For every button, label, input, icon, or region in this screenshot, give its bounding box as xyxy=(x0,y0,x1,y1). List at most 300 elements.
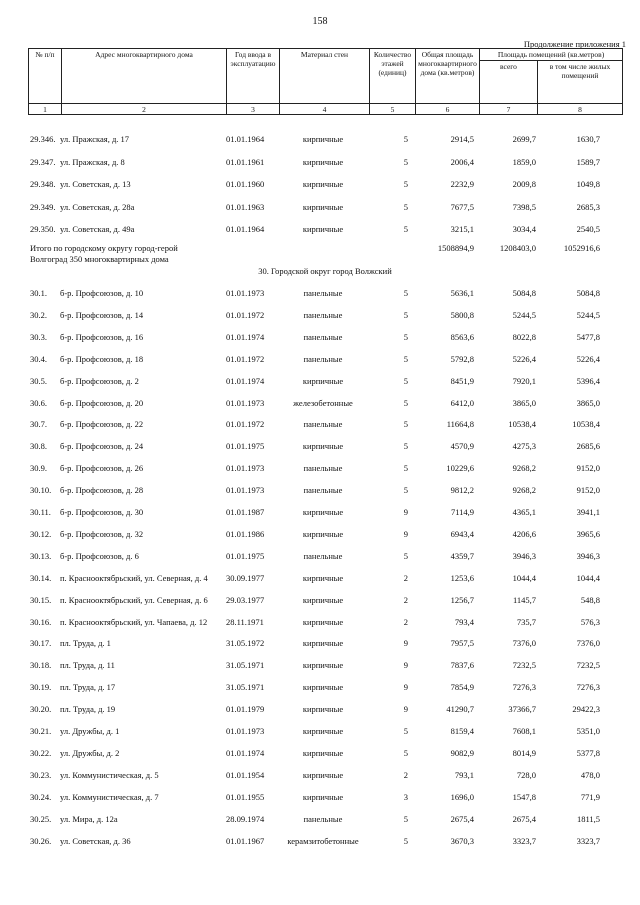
table-row xyxy=(28,398,622,410)
cell-premises-total: 4206,6 xyxy=(512,528,536,539)
cell-total-area: 8451,9 xyxy=(450,375,474,386)
cell-year: 01.01.1987 xyxy=(226,507,265,517)
cell-premises-residential: 1811,5 xyxy=(576,813,600,824)
cell-floors: 5 xyxy=(403,726,408,736)
cell-year: 01.01.1974 xyxy=(226,331,265,342)
cell-floors: 5 xyxy=(403,224,408,234)
table-row xyxy=(28,814,622,826)
cell-total-area: 2675,4 xyxy=(450,813,474,824)
cell-number: 30.19. xyxy=(30,682,52,693)
cell-wall-material: кирпичные xyxy=(302,375,344,386)
cell-address: пл. Труда, д. 17 xyxy=(60,682,116,693)
cell-premises-residential: 1630,7 xyxy=(576,134,600,144)
cell-total-area: 7957,5 xyxy=(450,638,474,649)
cell-premises-residential: 2685,3 xyxy=(576,201,600,212)
cell-premises-residential: 5244,5 xyxy=(576,309,600,320)
cell-year: 28.11.1971 xyxy=(226,616,264,627)
cell-number: 30.2. xyxy=(30,309,47,320)
cell-wall-material: панельные xyxy=(303,463,343,474)
cell-address: ул. Пражская, д. 17 xyxy=(60,134,130,144)
cell-year: 01.01.1975 xyxy=(226,550,265,561)
cell-year: 30.09.1977 xyxy=(226,572,265,583)
cell-premises-residential: 771,9 xyxy=(580,791,600,802)
table-row xyxy=(28,792,622,804)
cell-wall-material: кирпичные xyxy=(302,682,344,693)
cell-wall-material: кирпичные xyxy=(302,572,344,583)
cell-premises-residential: 576,3 xyxy=(580,616,600,627)
cell-number: 30.17. xyxy=(30,638,52,649)
cell-premises-total: 3865,0 xyxy=(512,397,536,408)
cell-premises-residential: 5351,0 xyxy=(576,726,600,736)
table-row xyxy=(28,310,622,322)
cell-address: ул. Советская, д. 49а xyxy=(60,224,135,234)
cell-year: 31.05.1971 xyxy=(226,660,265,671)
cell-year: 01.01.1954 xyxy=(226,769,265,780)
cell-year: 01.01.1963 xyxy=(226,201,265,212)
cell-wall-material: кирпичные xyxy=(302,594,344,605)
cell-year: 01.01.1964 xyxy=(226,224,265,234)
cell-address: б-р. Профсоюзов, д. 6 xyxy=(60,550,139,561)
cell-premises-total: 1044,4 xyxy=(512,572,536,583)
cell-floors: 5 xyxy=(403,441,408,452)
cell-total-area: 2232,9 xyxy=(450,179,474,189)
cell-wall-material: панельные xyxy=(303,813,343,824)
cell-wall-material: кирпичные xyxy=(302,638,344,649)
cell-wall-material: кирпичные xyxy=(302,769,344,780)
cell-total-area: 1256,7 xyxy=(450,594,474,605)
cell-number: 30.26. xyxy=(30,835,52,846)
cell-address: ул. Советская, д. 28а xyxy=(60,201,135,212)
cell-address: ул. Советская, д. 36 xyxy=(60,835,131,846)
table-row xyxy=(28,134,622,146)
cell-number: 30.1. xyxy=(30,288,47,298)
cell-premises-residential: 2685,6 xyxy=(576,441,600,452)
header-premises-residential: в том числе жилых помещений xyxy=(538,61,623,104)
cell-premises-residential: 5396,4 xyxy=(576,375,600,386)
cell-number: 30.7. xyxy=(30,419,47,430)
total-label: Итого по городскому округу город-герой Волгоград 350 многоквартирных дома xyxy=(30,243,178,264)
cell-total-area: 2006,4 xyxy=(450,156,474,167)
cell-premises-total: 4275,3 xyxy=(512,441,536,452)
cell-premises-total: 7920,1 xyxy=(512,375,536,386)
cell-floors: 5 xyxy=(403,485,408,496)
cell-address: б-р. Профсоюзов, д. 24 xyxy=(60,441,144,452)
cell-wall-material: керамзитобетонные xyxy=(287,835,359,846)
cell-wall-material: кирпичные xyxy=(302,616,344,627)
table-row xyxy=(28,288,622,300)
total-area-sum: 1508894,9 xyxy=(437,243,474,253)
cell-total-area: 7114,9 xyxy=(450,507,474,517)
cell-total-area: 6412,0 xyxy=(450,397,474,408)
column-number: 4 xyxy=(280,104,370,115)
cell-floors: 5 xyxy=(403,331,408,342)
cell-floors: 3 xyxy=(403,791,408,802)
cell-wall-material: панельные xyxy=(303,331,343,342)
cell-premises-total: 4365,1 xyxy=(512,507,536,517)
cell-year: 01.01.1961 xyxy=(226,156,265,167)
cell-floors: 5 xyxy=(403,156,408,167)
cell-premises-residential: 9152,0 xyxy=(576,463,600,474)
cell-number: 29.349. xyxy=(30,201,56,212)
cell-wall-material: кирпичные xyxy=(302,224,344,234)
cell-premises-total: 7398,5 xyxy=(512,201,536,212)
cell-address: ул. Мира, д. 12а xyxy=(60,813,118,824)
cell-premises-total: 7376,0 xyxy=(512,638,536,649)
cell-premises-total: 3323,7 xyxy=(512,835,536,846)
cell-year: 01.01.1972 xyxy=(226,309,265,320)
cell-premises-residential: 10538,4 xyxy=(572,419,600,430)
cell-floors: 5 xyxy=(403,288,408,298)
cell-year: 01.01.1955 xyxy=(226,791,265,802)
cell-total-area: 5792,8 xyxy=(450,353,474,364)
table-row xyxy=(28,202,622,214)
cell-premises-total: 8022,8 xyxy=(512,331,536,342)
cell-premises-residential: 2540,5 xyxy=(576,224,600,234)
table-row xyxy=(28,595,622,607)
cell-premises-total: 2699,7 xyxy=(512,134,536,144)
cell-year: 01.01.1975 xyxy=(226,441,265,452)
premises-residential-sum: 1052916,6 xyxy=(563,243,600,253)
cell-year: 01.01.1986 xyxy=(226,528,265,539)
cell-premises-residential: 7232,5 xyxy=(576,660,600,671)
cell-total-area: 11664,8 xyxy=(446,419,474,430)
cell-number: 30.9. xyxy=(30,463,47,474)
table-row xyxy=(28,485,622,497)
table-row xyxy=(28,224,622,236)
cell-premises-residential: 5477,8 xyxy=(576,331,600,342)
cell-premises-total: 9268,2 xyxy=(512,463,536,474)
cell-premises-total: 10538,4 xyxy=(508,419,536,430)
header-floors: Количество этажей (единиц) xyxy=(370,49,416,104)
column-number: 8 xyxy=(538,104,623,115)
cell-year: 01.01.1972 xyxy=(226,419,265,430)
cell-premises-residential: 1049,8 xyxy=(576,179,600,189)
cell-wall-material: кирпичные xyxy=(302,528,344,539)
column-number: 2 xyxy=(62,104,227,115)
cell-premises-residential: 1589,7 xyxy=(576,156,600,167)
cell-premises-residential: 9152,0 xyxy=(576,485,600,496)
cell-wall-material: панельные xyxy=(303,309,343,320)
total-row xyxy=(28,243,622,267)
cell-number: 29.348. xyxy=(30,179,56,189)
cell-number: 30.13. xyxy=(30,550,52,561)
cell-year: 28.09.1974 xyxy=(226,813,265,824)
cell-floors: 5 xyxy=(403,309,408,320)
cell-wall-material: кирпичные xyxy=(302,726,344,736)
cell-floors: 5 xyxy=(403,375,408,386)
cell-premises-total: 2675,4 xyxy=(512,813,536,824)
header-number: № п/п xyxy=(29,49,62,104)
cell-total-area: 1253,6 xyxy=(450,572,474,583)
cell-year: 01.01.1973 xyxy=(226,288,265,298)
cell-total-area: 4359,7 xyxy=(450,550,474,561)
cell-year: 01.01.1964 xyxy=(226,134,265,144)
cell-premises-residential: 3946,3 xyxy=(576,550,600,561)
cell-year: 01.01.1972 xyxy=(226,353,265,364)
cell-total-area: 9082,9 xyxy=(450,747,474,758)
cell-number: 30.18. xyxy=(30,660,52,671)
cell-premises-residential: 7376,0 xyxy=(576,638,600,649)
table-row xyxy=(28,376,622,388)
cell-premises-residential: 3323,7 xyxy=(576,835,600,846)
table-row xyxy=(28,529,622,541)
table-row xyxy=(28,179,622,191)
cell-wall-material: кирпичные xyxy=(302,156,344,167)
cell-wall-material: панельные xyxy=(303,353,343,364)
cell-premises-total: 735,7 xyxy=(516,616,536,627)
cell-wall-material: кирпичные xyxy=(302,747,344,758)
cell-number: 30.23. xyxy=(30,769,52,780)
table-row xyxy=(28,354,622,366)
cell-year: 01.01.1960 xyxy=(226,179,265,189)
cell-year: 01.01.1979 xyxy=(226,704,265,715)
column-number: 7 xyxy=(480,104,538,115)
cell-address: б-р. Профсоюзов, д. 32 xyxy=(60,528,144,539)
cell-premises-total: 7608,1 xyxy=(512,726,536,736)
cell-total-area: 793,1 xyxy=(454,769,474,780)
cell-total-area: 7677,5 xyxy=(450,201,474,212)
cell-premises-total: 7232,5 xyxy=(512,660,536,671)
table-row xyxy=(28,770,622,782)
cell-number: 29.347. xyxy=(30,156,56,167)
cell-floors: 9 xyxy=(403,704,408,715)
cell-number: 30.25. xyxy=(30,813,52,824)
cell-number: 30.8. xyxy=(30,441,47,452)
cell-number: 30.5. xyxy=(30,375,47,386)
cell-wall-material: кирпичные xyxy=(302,791,344,802)
cell-floors: 5 xyxy=(403,747,408,758)
cell-wall-material: кирпичные xyxy=(302,179,344,189)
cell-year: 01.01.1973 xyxy=(226,726,265,736)
cell-floors: 2 xyxy=(403,594,408,605)
cell-address: б-р. Профсоюзов, д. 18 xyxy=(60,353,144,364)
cell-year: 01.01.1967 xyxy=(226,835,265,846)
table-row xyxy=(28,836,622,848)
column-number: 1 xyxy=(29,104,62,115)
table-row xyxy=(28,748,622,760)
cell-number: 30.10. xyxy=(30,485,52,496)
table-row xyxy=(28,332,622,344)
cell-floors: 9 xyxy=(403,682,408,693)
cell-premises-total: 1145,7 xyxy=(512,594,536,605)
premises-total-sum: 1208403,0 xyxy=(499,243,536,253)
cell-address: б-р. Профсоюзов, д. 26 xyxy=(60,463,144,474)
cell-address: б-р. Профсоюзов, д. 14 xyxy=(60,309,144,320)
cell-premises-residential: 7276,3 xyxy=(576,682,600,693)
cell-premises-total: 5244,5 xyxy=(512,309,536,320)
cell-total-area: 3670,3 xyxy=(450,835,474,846)
cell-floors: 5 xyxy=(403,201,408,212)
continuation-note: Продолжение приложения 1 xyxy=(523,39,626,49)
cell-total-area: 1696,0 xyxy=(450,791,474,802)
table-row xyxy=(28,157,622,169)
cell-address: б-р. Профсоюзов, д. 28 xyxy=(60,485,144,496)
cell-number: 30.22. xyxy=(30,747,52,758)
cell-wall-material: панельные xyxy=(303,550,343,561)
cell-address: б-р. Профсоюзов, д. 16 xyxy=(60,331,144,342)
cell-floors: 2 xyxy=(403,572,408,583)
cell-total-area: 6943,4 xyxy=(450,528,474,539)
cell-total-area: 793,4 xyxy=(454,616,474,627)
cell-total-area: 2914,5 xyxy=(450,134,474,144)
cell-premises-total: 8014,9 xyxy=(512,747,536,758)
table-row xyxy=(28,638,622,650)
cell-wall-material: кирпичные xyxy=(302,201,344,212)
cell-address: пл. Труда, д. 19 xyxy=(60,704,116,715)
cell-wall-material: панельные xyxy=(303,288,343,298)
cell-floors: 5 xyxy=(403,397,408,408)
table-row xyxy=(28,573,622,585)
cell-number: 30.21. xyxy=(30,726,52,736)
cell-total-area: 5800,8 xyxy=(450,309,474,320)
cell-premises-total: 1859,0 xyxy=(512,156,536,167)
cell-floors: 5 xyxy=(403,463,408,474)
cell-address: ул. Дружбы, д. 1 xyxy=(60,726,120,736)
cell-number: 30.16. xyxy=(30,616,52,627)
cell-premises-total: 7276,3 xyxy=(512,682,536,693)
cell-premises-total: 37366,7 xyxy=(508,704,536,715)
cell-floors: 9 xyxy=(403,528,408,539)
cell-floors: 5 xyxy=(403,419,408,430)
cell-number: 29.346. xyxy=(30,134,56,144)
cell-premises-total: 2009,8 xyxy=(512,179,536,189)
cell-address: пл. Труда, д. 11 xyxy=(60,660,115,671)
cell-floors: 2 xyxy=(403,616,408,627)
cell-address: б-р. Профсоюзов, д. 10 xyxy=(60,288,144,298)
cell-premises-total: 9268,2 xyxy=(512,485,536,496)
cell-address: ул. Пражская, д. 8 xyxy=(60,156,125,167)
cell-premises-residential: 1044,4 xyxy=(576,572,600,583)
cell-premises-residential: 3865,0 xyxy=(576,397,600,408)
column-number: 5 xyxy=(370,104,416,115)
table-row xyxy=(28,704,622,716)
cell-address: п. Краснооктябрьский, ул. Северная, д. 6 xyxy=(60,594,208,605)
section-title: 30. Городской округ город Волжский xyxy=(258,266,392,276)
page-number: 158 xyxy=(312,16,328,27)
cell-wall-material: кирпичные xyxy=(302,704,344,715)
table-row xyxy=(28,617,622,629)
header-year: Год ввода в эксплуатацию xyxy=(227,49,280,104)
table-row xyxy=(28,463,622,475)
cell-year: 31.05.1971 xyxy=(226,682,265,693)
cell-year: 01.01.1974 xyxy=(226,747,265,758)
cell-address: б-р. Профсоюзов, д. 22 xyxy=(60,419,144,430)
table-row xyxy=(28,660,622,672)
cell-number: 30.4. xyxy=(30,353,47,364)
cell-premises-residential: 3941,1 xyxy=(576,507,600,517)
cell-premises-residential: 5226,4 xyxy=(576,353,600,364)
cell-total-area: 9812,2 xyxy=(450,485,474,496)
cell-number: 30.6. xyxy=(30,397,47,408)
cell-address: ул. Советская, д. 13 xyxy=(60,179,131,189)
cell-total-area: 5636,1 xyxy=(450,288,474,298)
cell-floors: 2 xyxy=(403,769,408,780)
table-row xyxy=(28,726,622,738)
cell-address: б-р. Профсоюзов, д. 20 xyxy=(60,397,144,408)
cell-number: 29.350. xyxy=(30,224,56,234)
table-row xyxy=(28,507,622,519)
cell-floors: 5 xyxy=(403,835,408,846)
header-wall-material: Материал стен xyxy=(280,49,370,104)
cell-wall-material: железобетонные xyxy=(293,397,353,408)
cell-floors: 5 xyxy=(403,179,408,189)
table-header xyxy=(28,48,623,115)
cell-premises-residential: 29422,3 xyxy=(572,704,600,715)
cell-premises-total: 5084,8 xyxy=(512,288,536,298)
cell-wall-material: кирпичные xyxy=(302,660,344,671)
cell-address: ул. Коммунистическая, д. 5 xyxy=(60,769,159,780)
cell-year: 01.01.1974 xyxy=(226,375,265,386)
cell-year: 01.01.1973 xyxy=(226,463,265,474)
cell-total-area: 41290,7 xyxy=(446,704,474,715)
cell-year: 29.03.1977 xyxy=(226,594,265,605)
header-address: Адрес многоквартирного дома xyxy=(62,49,227,104)
cell-address: п. Краснооктябрьский, ул. Чапаева, д. 12 xyxy=(60,616,208,627)
cell-premises-residential: 548,8 xyxy=(580,594,600,605)
cell-premises-residential: 3965,6 xyxy=(576,528,600,539)
cell-year: 31.05.1972 xyxy=(226,638,265,649)
cell-floors: 9 xyxy=(403,660,408,671)
cell-address: ул. Дружбы, д. 2 xyxy=(60,747,120,758)
cell-floors: 9 xyxy=(403,507,408,517)
cell-year: 01.01.1973 xyxy=(226,397,265,408)
cell-wall-material: кирпичные xyxy=(302,441,344,452)
header-total-area: Общая площадь многоквартирного дома (кв.метров) xyxy=(416,49,480,104)
cell-total-area: 8563,6 xyxy=(450,331,474,342)
cell-total-area: 8159,4 xyxy=(450,726,474,736)
cell-address: п. Краснооктябрьский, ул. Северная, д. 4 xyxy=(60,572,208,583)
cell-floors: 5 xyxy=(403,550,408,561)
header-premises-total: всего xyxy=(480,61,538,104)
cell-premises-total: 3946,3 xyxy=(512,550,536,561)
cell-premises-total: 1547,8 xyxy=(512,791,536,802)
column-number: 6 xyxy=(416,104,480,115)
cell-floors: 5 xyxy=(403,353,408,364)
cell-year: 01.01.1973 xyxy=(226,485,265,496)
cell-premises-residential: 5084,8 xyxy=(576,288,600,298)
table-row xyxy=(28,441,622,453)
cell-total-area: 7837,6 xyxy=(450,660,474,671)
cell-floors: 9 xyxy=(403,638,408,649)
cell-address: б-р. Профсоюзов, д. 30 xyxy=(60,507,144,517)
cell-wall-material: панельные xyxy=(303,419,343,430)
cell-total-area: 7854,9 xyxy=(450,682,474,693)
column-number: 3 xyxy=(227,104,280,115)
cell-number: 30.20. xyxy=(30,704,52,715)
cell-number: 30.24. xyxy=(30,791,52,802)
header-premises-area: Площадь помещений (кв.метров) xyxy=(480,49,623,61)
cell-premises-total: 728,0 xyxy=(516,769,536,780)
cell-wall-material: кирпичные xyxy=(302,507,344,517)
cell-address: пл. Труда, д. 1 xyxy=(60,638,111,649)
cell-wall-material: панельные xyxy=(303,485,343,496)
cell-total-area: 4570,9 xyxy=(450,441,474,452)
cell-floors: 5 xyxy=(403,134,408,144)
cell-floors: 5 xyxy=(403,813,408,824)
cell-premises-total: 5226,4 xyxy=(512,353,536,364)
cell-number: 30.3. xyxy=(30,331,47,342)
cell-number: 30.14. xyxy=(30,572,52,583)
table-row xyxy=(28,419,622,431)
cell-number: 30.15. xyxy=(30,594,52,605)
cell-wall-material: кирпичные xyxy=(302,134,344,144)
cell-premises-total: 3034,4 xyxy=(512,224,536,234)
table-row xyxy=(28,682,622,694)
cell-total-area: 3215,1 xyxy=(450,224,474,234)
cell-premises-residential: 5377,8 xyxy=(576,747,600,758)
cell-address: ул. Коммунистическая, д. 7 xyxy=(60,791,159,802)
cell-address: б-р. Профсоюзов, д. 2 xyxy=(60,375,139,386)
